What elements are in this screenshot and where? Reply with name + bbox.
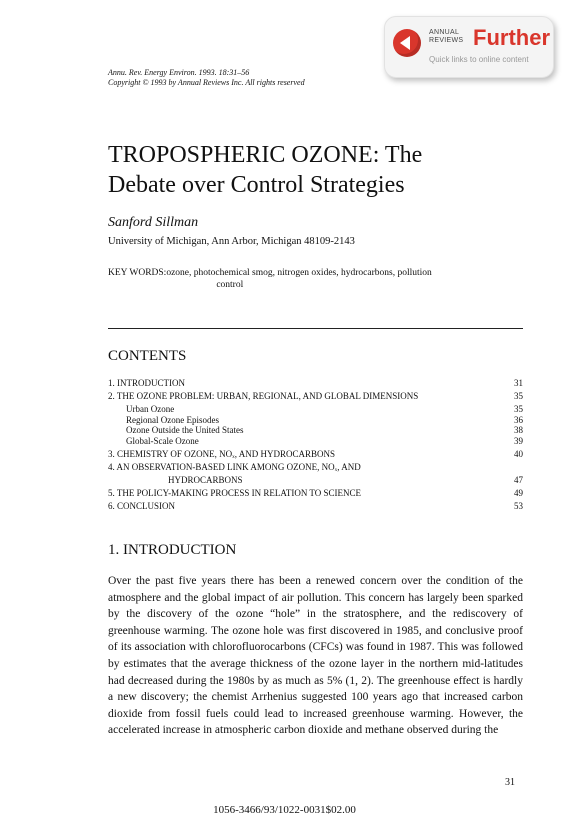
- toc-page: 36: [514, 414, 523, 425]
- toc-label: 6. CONCLUSION: [108, 500, 176, 511]
- section-divider: [108, 328, 523, 329]
- toc-page: 38: [514, 425, 523, 435]
- toc-label: 4. AN OBSERVATION-BASED LINK AMONG OZONE, NOₓ, AND: [108, 461, 361, 472]
- toc-label: 3. CHEMISTRY OF OZONE, NOₓ, AND HYDROCARBONS: [108, 448, 336, 459]
- toc-item[interactable]: [108, 378, 523, 391]
- keywords-line-1: ozone, photochemical smog, nitrogen oxides, hydrocarbons, pollution: [166, 268, 432, 278]
- toc-page: 35: [514, 391, 523, 401]
- toc-page: 35: [514, 404, 523, 414]
- journal-line: Annu. Rev. Energy Environ. 1993. 18:31–56: [108, 68, 250, 77]
- author-affiliation: University of Michigan, Ann Arbor, Michigan 48109-2143: [108, 236, 355, 247]
- toc-label: 1. INTRODUCTION: [108, 378, 185, 388]
- toc-label: Ozone Outside the United States: [126, 425, 244, 435]
- toc-page: 49: [514, 487, 523, 498]
- toc-page: 47: [514, 474, 523, 485]
- toc-label: Global-Scale Ozone: [126, 435, 199, 446]
- toc-label: 2. THE OZONE PROBLEM: URBAN, REGIONAL, AND GLOBAL DIMENSIONS: [108, 391, 419, 401]
- toc-item[interactable]: [108, 462, 523, 475]
- toc-page: 39: [514, 435, 523, 446]
- toc-item[interactable]: [108, 488, 523, 501]
- table-of-contents: [108, 378, 523, 514]
- author-name: Sanford Sillman: [108, 215, 199, 230]
- keywords-label: KEY WORDS:: [108, 268, 167, 278]
- footer-code: 1056-3466/93/1022-0031$02.00: [213, 804, 356, 816]
- toc-item[interactable]: [108, 391, 523, 404]
- further-badge[interactable]: [384, 16, 554, 78]
- article-title: [108, 140, 508, 200]
- toc-label: 5. THE POLICY-MAKING PROCESS IN RELATION TO SCIENCE: [108, 487, 362, 498]
- page-number: 31: [505, 777, 515, 788]
- toc-item[interactable]: [108, 501, 523, 514]
- toc-label: Regional Ozone Episodes: [126, 414, 219, 425]
- title-line-1: TROPOSPHERIC OZONE: The: [108, 142, 423, 168]
- badge-further: Further: [473, 25, 550, 50]
- keywords-values: [166, 267, 466, 291]
- toc-subitem[interactable]: [108, 404, 523, 415]
- title-line-2: Debate over Control Strategies: [108, 172, 405, 198]
- toc-subitem[interactable]: [108, 415, 523, 426]
- back-arrow-icon: [393, 29, 421, 57]
- toc-label: HYDROCARBONS: [168, 474, 243, 485]
- badge-annual-reviews: ANNUAL REVIEWS: [429, 29, 464, 44]
- introduction-paragraph: Over the past five years there has been a renewed concern over the condition of the atmosphere and the global impact of air pollution. This concern has largely been sparked by the discovery of the ozone “hole” in the stratosphere, and the rediscovery of greenhouse warming. The ozone hole was first discovered in 1985, and conclusive proof of its association with chlorofluorocarbons (CFCs) was found in 1987. This was followed by estimates that the average thickness of the ozone layer in the northern mid-latitudes had decreased during the 1980s by as much as 5% (1, 2). The greenhouse effect is hardly a new discovery; the chemist Arrhenius suggested 100 years ago that increased carbon dioxide from fossil fuels could lead to increased greenhouse warming. However, the accelerated increase in atmospheric carbon dioxide and methane observed during the: [108, 575, 523, 737]
- toc-item[interactable]: [108, 449, 523, 462]
- contents-heading: CONTENTS: [108, 348, 187, 364]
- keywords: [108, 267, 528, 291]
- toc-subitem[interactable]: [108, 425, 523, 436]
- toc-subitem[interactable]: [108, 436, 523, 449]
- toc-page: 53: [514, 500, 523, 511]
- toc-label: Urban Ozone: [126, 404, 175, 414]
- badge-quick-links: Quick links to online content: [429, 55, 529, 64]
- copyright-line: Copyright © 1993 by Annual Reviews Inc. All rights reserved: [108, 78, 305, 87]
- toc-page: 40: [514, 448, 523, 459]
- journal-citation: [108, 68, 305, 88]
- toc-page: 31: [514, 378, 523, 388]
- introduction-heading: 1. INTRODUCTION: [108, 542, 237, 558]
- toc-item-continued[interactable]: [108, 475, 523, 488]
- keywords-line-2: control: [216, 280, 244, 290]
